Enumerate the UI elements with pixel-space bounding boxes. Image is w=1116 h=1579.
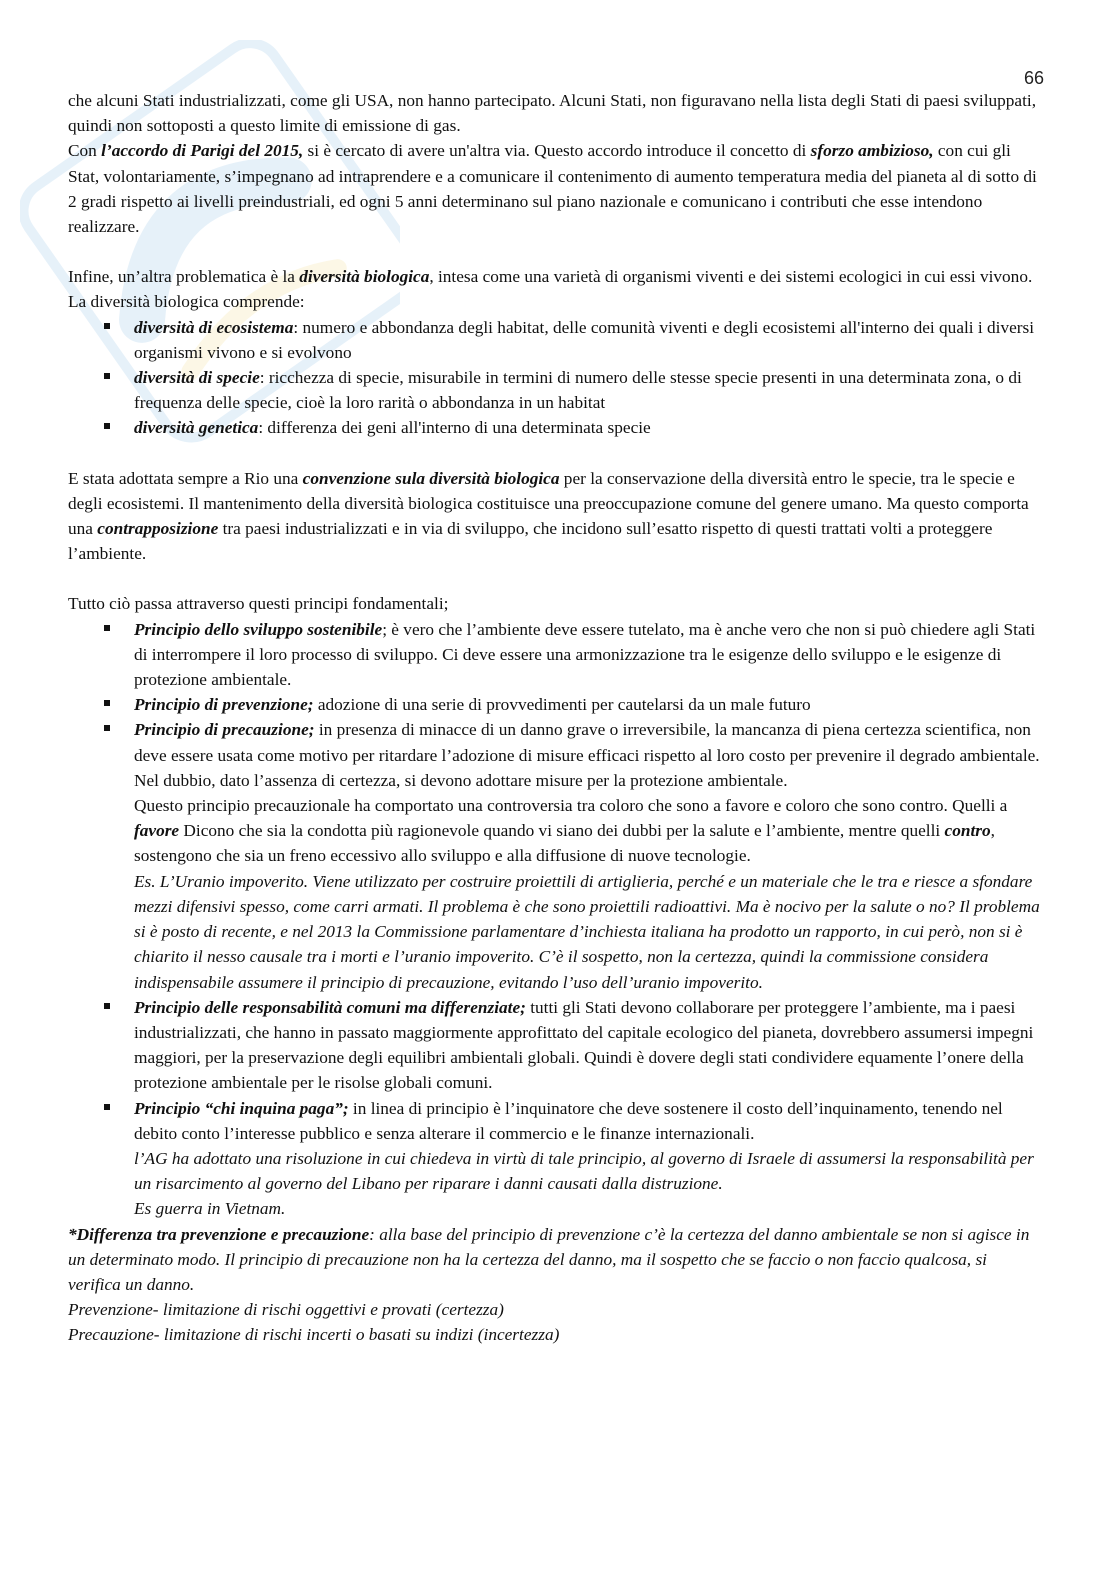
- list-item-genetic-diversity: diversità genetica: differenza dei geni all'interno di una determinata specie: [68, 415, 1043, 440]
- paragraph-principles-intro: Tutto ciò passa attraverso questi principi fondamentali;: [68, 594, 449, 614]
- precaution-example: Es. L’Uranio impoverito. Viene utilizzato per costruire proiettili di artiglieria, perché e un materiale che le tra e riesce a sfondare mezzi difensivi spesso, come carri armati. Il problema è che sono proiettili radioattivi. Ma è nocivo per la salute o no? Il problema si è posto di recente, e nel 2013 la Commissione parlamentare d’inchiesta italiana ha prodotto un rapporto, in cui però, non si è chiarito il nesso causale tra i morti e l’uranio impoverito. C’è il sospetto, non la certezza, quindi la commissione considera indispensabile assumere il principio di precauzione, evitando l’uso dell’uranio impoverito.: [134, 871, 1040, 992]
- precaution-controversy: Questo principio precauzionale ha comportato una controversia tra coloro che sono a favore e coloro che sono contro. Quelli a favore Dicono che sia la condotta più ragionevole quando vi siano dei dubbi per la salute e l’ambiente, mentre quelli contro, sostengono che sia un freno eccessivo allo sviluppo e alla diffusione di nuove tecnologie.: [134, 796, 1008, 866]
- list-item-prevention: Principio di prevenzione; adozione di una serie di provvedimenti per cautelarsi da un male futuro: [68, 692, 1043, 717]
- paragraph-rio-convention: E stata adottata sempre a Rio una convenzione sula diversità biologica per la conservazione della diversità entro le specie, tra le specie e degli ecosistemi. Il mantenimento della diversità biologica costituisce una preoccupazione comune del genere umano. Ma questo comporta una contrapposizione tra paesi industrializzati e in via di sviluppo, che incidono sull’esatto rispetto di questi trattati volti a proteggere l’ambiente.: [68, 468, 1029, 564]
- polluter-pays-example: l’AG ha adottato una risoluzione in cui chiedeva in virtù di tale principio, al governo di Israele di assumersi la responsabilità per un risarcimento al governo del Libano per riparare i danni causati dalla distruzione.: [134, 1148, 1034, 1194]
- note-difference: *Differenza tra prevenzione e precauzione: alla base del principio di prevenzione c’è la certezza del danno ambientale se non si agisce in un determinato modo. Il principio di precauzione non ha la certezza del danno, ma il sospetto che se faccio o non faccio qualcosa, si verifica un danno.: [68, 1224, 1030, 1294]
- polluter-pays-example-vietnam: Es guerra in Vietnam.: [134, 1199, 286, 1219]
- list-item-polluter-pays: Principio “chi inquina paga”; in linea di principio è l’inquinatore che deve sostenere il costo dell’inquinamento, tenendo nel debito conto l’interesse pubblico e senza alterare il commercio e le finanze internazionali. l’AG ha adottato una risoluzione in cui chiedeva in virtù di tale principio, al governo di Israele di assumersi la responsabilità per un risarcimento al governo del Libano per riparare i danni causati dalla distruzione. Es guerra in Vietnam.: [68, 1096, 1043, 1222]
- note-prevention-line: Prevenzione- limitazione di rischi oggettivi e provati (certezza): [68, 1300, 504, 1320]
- list-item-ecosystem-diversity: diversità di ecosistema: numero e abbondanza degli habitat, delle comunità viventi e degli ecosistemi all'interno dei quali i diversi organismi vivono e si evolvono: [68, 315, 1043, 365]
- paragraph-kyoto-participation: che alcuni Stati industrializzati, come gli USA, non hanno partecipato. Alcuni Stati, non figuravano nella lista degli Stati di paesi sviluppati, quindi non sottoposti a questo limite di emissione di gas.: [68, 91, 1037, 136]
- list-item-sustainable-development: Principio dello sviluppo sostenibile; è vero che l’ambiente deve essere tutelato, ma è anche vero che non si può chiedere agli Stati di interrompere il loro processo di sviluppo. Ci deve essere una armonizzazione tra le esigenze dello sviluppo e le esigenze di protezione ambientale.: [68, 617, 1043, 693]
- list-item-common-responsibility: Principio delle responsabilità comuni ma differenziate; tutti gli Stati devono collaborare per proteggere l’ambiente, ma i paesi industrializzati, che hanno in passato maggiormente approfittato del capitale ecologico del pianeta, dovrebbero assumersi impegni maggiori, per la preservazione degli equilibri ambientali globali. Quindi è dovere degli stati condividere equamente l’onere della protezione ambientale per le risolse globali comuni.: [68, 995, 1043, 1096]
- biodiversity-list: [68, 315, 1043, 441]
- page-number: 66: [1023, 68, 1044, 88]
- list-item-species-diversity: diversità di specie: ricchezza di specie, misurabile in termini di numero delle stesse specie presenti in una determinata zona, o di frequenza delle specie, cioè la loro rarità o abbondanza in un habitat: [68, 365, 1043, 415]
- list-item-precaution: Principio di precauzione; in presenza di minacce di un danno grave o irreversibile, la mancanza di piena certezza scientifica, non deve essere usata come motivo per ritardare l’adozione di misure efficaci rispetto al loro costo per prevenire il degrado ambientale. Nel dubbio, dato l’assenza di certezza, si devono adottare misure per la protezione ambientale. Questo principio precauzionale ha comportato una controversia tra coloro che sono a favore e coloro che sono contro. Quelli a favore Dicono che sia la condotta più ragionevole quando vi siano dei dubbi per la salute e l’ambiente, mentre quelli contro, sostengono che sia un freno eccessivo allo sviluppo e alla diffusione di nuove tecnologie. Es. L’Uranio impoverito. Viene utilizzato per costruire proiettili di artiglieria, perché e un materiale che le tra e riesce a sfondare mezzi difensivi spesso, come carri armati. Il problema è che sono proiettili radioattivi. Ma è nocivo per la salute o no? Il problema si è posto di recente, e nel 2013 la Commissione parlamentare d’inchiesta italiana ha prodotto un rapporto, in cui però, non si è chiarito il nesso causale tra i morti e l’uranio impoverito. C’è il sospetto, non la certezza, quindi la commissione considera indispensabile assumere il principio di precauzione, evitando l’uso dell’uranio impoverito.: [68, 717, 1043, 994]
- paragraph-paris-agreement: Con l’accordo di Parigi del 2015, si è cercato di avere un'altra via. Questo accordo introduce il concetto di sforzo ambizioso, con cui gli Stat, volontariamente, s’impegnano ad intraprendere e a comunicare il contenimento di aumento temperatura media del pianeta al di sotto di 2 gradi rispetto ai livelli preindustriali, ed ogni 5 anni determinano sul piano nazionale e comunicano i contributi che esse intendono realizzare.: [68, 141, 1037, 237]
- document-body: [68, 88, 1043, 1348]
- principles-list: [68, 617, 1043, 1222]
- paragraph-biodiversity-intro: Infine, un’altra problematica è la diversità biologica, intesa come una varietà di organismi viventi e dei sistemi ecologici in cui essi vivono. La diversità biologica comprende:: [68, 267, 1033, 312]
- note-precaution-line: Precauzione- limitazione di rischi incerti o basati su indizi (incertezza): [68, 1325, 560, 1345]
